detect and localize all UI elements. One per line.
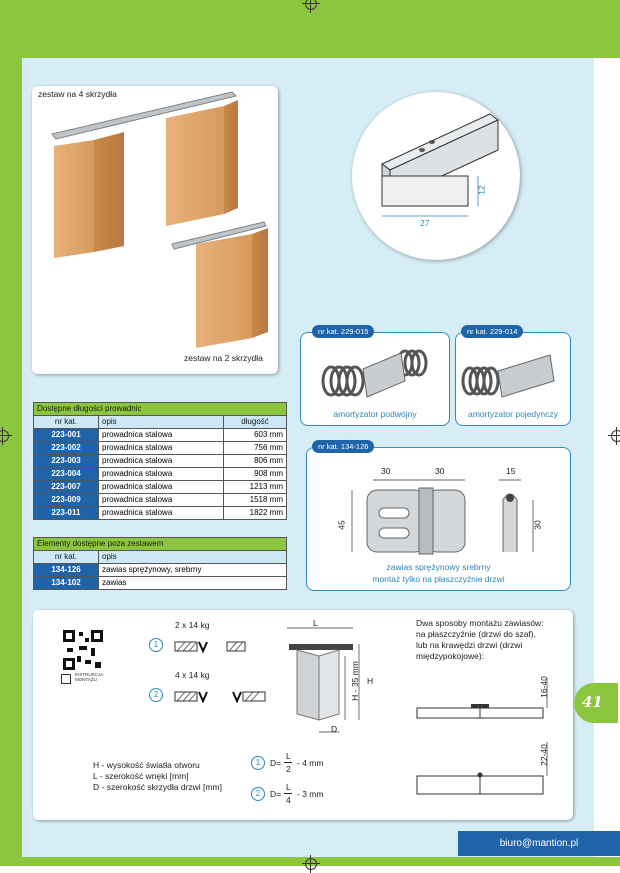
- row-length: 603 mm: [224, 429, 287, 442]
- formula1-suffix: - 4 mm: [297, 758, 324, 768]
- extras-col-code: nr kat.: [34, 551, 99, 564]
- formula2-circle: 2: [251, 787, 265, 801]
- option1-diagram: [173, 640, 273, 654]
- lengths-col-code: nr kat.: [34, 416, 99, 429]
- row-length: 908 mm: [224, 468, 287, 481]
- table-row: [34, 481, 287, 494]
- damper-single-label: amortyzator pojedynczy: [468, 409, 558, 419]
- row-desc: prowadnica stalowa: [99, 455, 224, 468]
- hinge-dim-3: 45: [336, 520, 347, 530]
- table-row: [34, 577, 287, 590]
- diagram-D: D: [331, 724, 338, 734]
- legend-H: H - wysokość światła otworu: [93, 760, 200, 770]
- option1-weight: 2 x 14 kg: [175, 620, 210, 630]
- lengths-col-desc: opis: [99, 416, 224, 429]
- row-desc: prowadnica stalowa: [99, 494, 224, 507]
- methods-line3: lub na krawędzi drzwi (drzwi: [416, 640, 523, 650]
- page-number-tab: [574, 683, 618, 723]
- table-row: [34, 442, 287, 455]
- door-set-image-card: [32, 86, 278, 374]
- damper-double-label: amortyzator podwójny: [333, 409, 417, 419]
- option2-diagram: [173, 690, 283, 704]
- hinge-dim-1: 30: [381, 466, 391, 476]
- profile-dim-height: 12: [476, 185, 487, 195]
- damper-single-image: [456, 341, 570, 401]
- diagram-L: L: [313, 618, 318, 628]
- formula1-num: L: [286, 751, 291, 761]
- door-opening-diagram: [283, 620, 403, 740]
- row-code: 134-102: [34, 577, 99, 590]
- rail-profile-circle: [352, 92, 520, 260]
- row-code: 223-009: [34, 494, 99, 507]
- hinge-catalog: nr kat. 134-126: [312, 440, 374, 453]
- table-row: [34, 564, 287, 577]
- methods-line2: na płaszczyźnie (drzwi do szaf),: [416, 629, 536, 639]
- row-desc: prowadnica stalowa: [99, 442, 224, 455]
- row-desc: zawias: [99, 577, 287, 590]
- hinge-dim-2: 30: [435, 466, 445, 476]
- row-length: 1213 mm: [224, 481, 287, 494]
- qr-code-icon: [63, 630, 103, 670]
- extras-col-desc: opis: [99, 551, 287, 564]
- formula1-bar: [284, 762, 292, 763]
- formula1-den: 2: [286, 764, 291, 774]
- row-code: 223-001: [34, 429, 99, 442]
- methods-line4: międzypokojowe):: [416, 651, 485, 661]
- formula2-bar: [284, 793, 292, 794]
- lengths-table-title: Dostępne długości prowadnic: [34, 403, 287, 416]
- row-code: 223-003: [34, 455, 99, 468]
- hinge-caption-line2: montaż tylko na płaszczyźnie drzwi: [372, 574, 505, 584]
- table-row: [34, 494, 287, 507]
- diagram-H: H: [367, 676, 374, 686]
- damper-double-image: [301, 341, 449, 401]
- damper-double-box: [300, 332, 450, 426]
- hinge-dim-5: 30: [532, 520, 543, 530]
- contact-email[interactable]: biuro@mantion.pl: [458, 831, 620, 856]
- row-desc: prowadnica stalowa: [99, 468, 224, 481]
- methods-line1: Dwa sposoby montażu zawiasów:: [416, 618, 544, 628]
- dim-22-40: 22-40: [538, 744, 549, 766]
- damper-single-catalog: nr kat. 229-014: [461, 325, 523, 338]
- hinge-dim-4: 15: [506, 466, 516, 476]
- registration-mark-bottom: [305, 858, 317, 870]
- row-desc: zawias sprężynowy, srebrny: [99, 564, 287, 577]
- manual-icon: [61, 674, 71, 684]
- page-number: 41: [582, 693, 603, 711]
- option2-weight: 4 x 14 kg: [175, 670, 210, 680]
- diagram-H35: H - 35 mm: [349, 661, 360, 701]
- row-length: 1822 mm: [224, 507, 287, 520]
- lengths-col-length: długość: [224, 416, 287, 429]
- row-length: 806 mm: [224, 455, 287, 468]
- qr-caption: INSTRUKCJA MONTAŻU: [75, 672, 104, 682]
- row-length: 756 mm: [224, 442, 287, 455]
- formula2-prefix: D=: [270, 789, 282, 799]
- formula1-circle: 1: [251, 756, 265, 770]
- row-code: 223-007: [34, 481, 99, 494]
- rail-lengths-table: [33, 402, 287, 520]
- damper-single-box: [455, 332, 571, 426]
- table-row: [34, 507, 287, 520]
- set4-label: zestaw na 4 skrzydła: [38, 89, 117, 99]
- legend-L: L - szerokość wnęki [mm]: [93, 771, 189, 781]
- row-length: 1518 mm: [224, 494, 287, 507]
- option1-circle: 1: [149, 638, 163, 652]
- formula2-num: L: [286, 782, 291, 792]
- option2-circle: 2: [149, 688, 163, 702]
- installation-card: [33, 610, 573, 820]
- formula2-suffix: - 3 mm: [297, 789, 324, 799]
- rail-profile-drawing: [352, 92, 520, 260]
- table-row: [34, 455, 287, 468]
- registration-mark-right: [611, 430, 620, 442]
- row-desc: prowadnica stalowa: [99, 481, 224, 494]
- set2-label: zestaw na 2 skrzydła: [184, 353, 263, 363]
- row-code: 223-011: [34, 507, 99, 520]
- row-desc: prowadnica stalowa: [99, 429, 224, 442]
- table-row: [34, 468, 287, 481]
- extras-table-title: Elementy dostępne poza zestawem: [34, 538, 287, 551]
- legend-D: D - szerokość skrzydła drzwi [mm]: [93, 782, 222, 792]
- formula2-den: 4: [286, 795, 291, 805]
- folding-doors-illustration: [32, 86, 278, 374]
- row-code: 134-126: [34, 564, 99, 577]
- row-code: 223-004: [34, 468, 99, 481]
- table-row: [34, 429, 287, 442]
- dim-16-40: 16-40: [538, 676, 549, 698]
- damper-double-catalog: nr kat. 229-015: [312, 325, 374, 338]
- row-desc: prowadnica stalowa: [99, 507, 224, 520]
- hinge-box: [306, 447, 571, 591]
- formula1-prefix: D=: [270, 758, 282, 768]
- extras-table: [33, 537, 287, 590]
- hinge-caption-line1: zawias sprężynowy srebrny: [386, 562, 491, 572]
- profile-dim-width: 27: [420, 218, 430, 228]
- row-code: 223-002: [34, 442, 99, 455]
